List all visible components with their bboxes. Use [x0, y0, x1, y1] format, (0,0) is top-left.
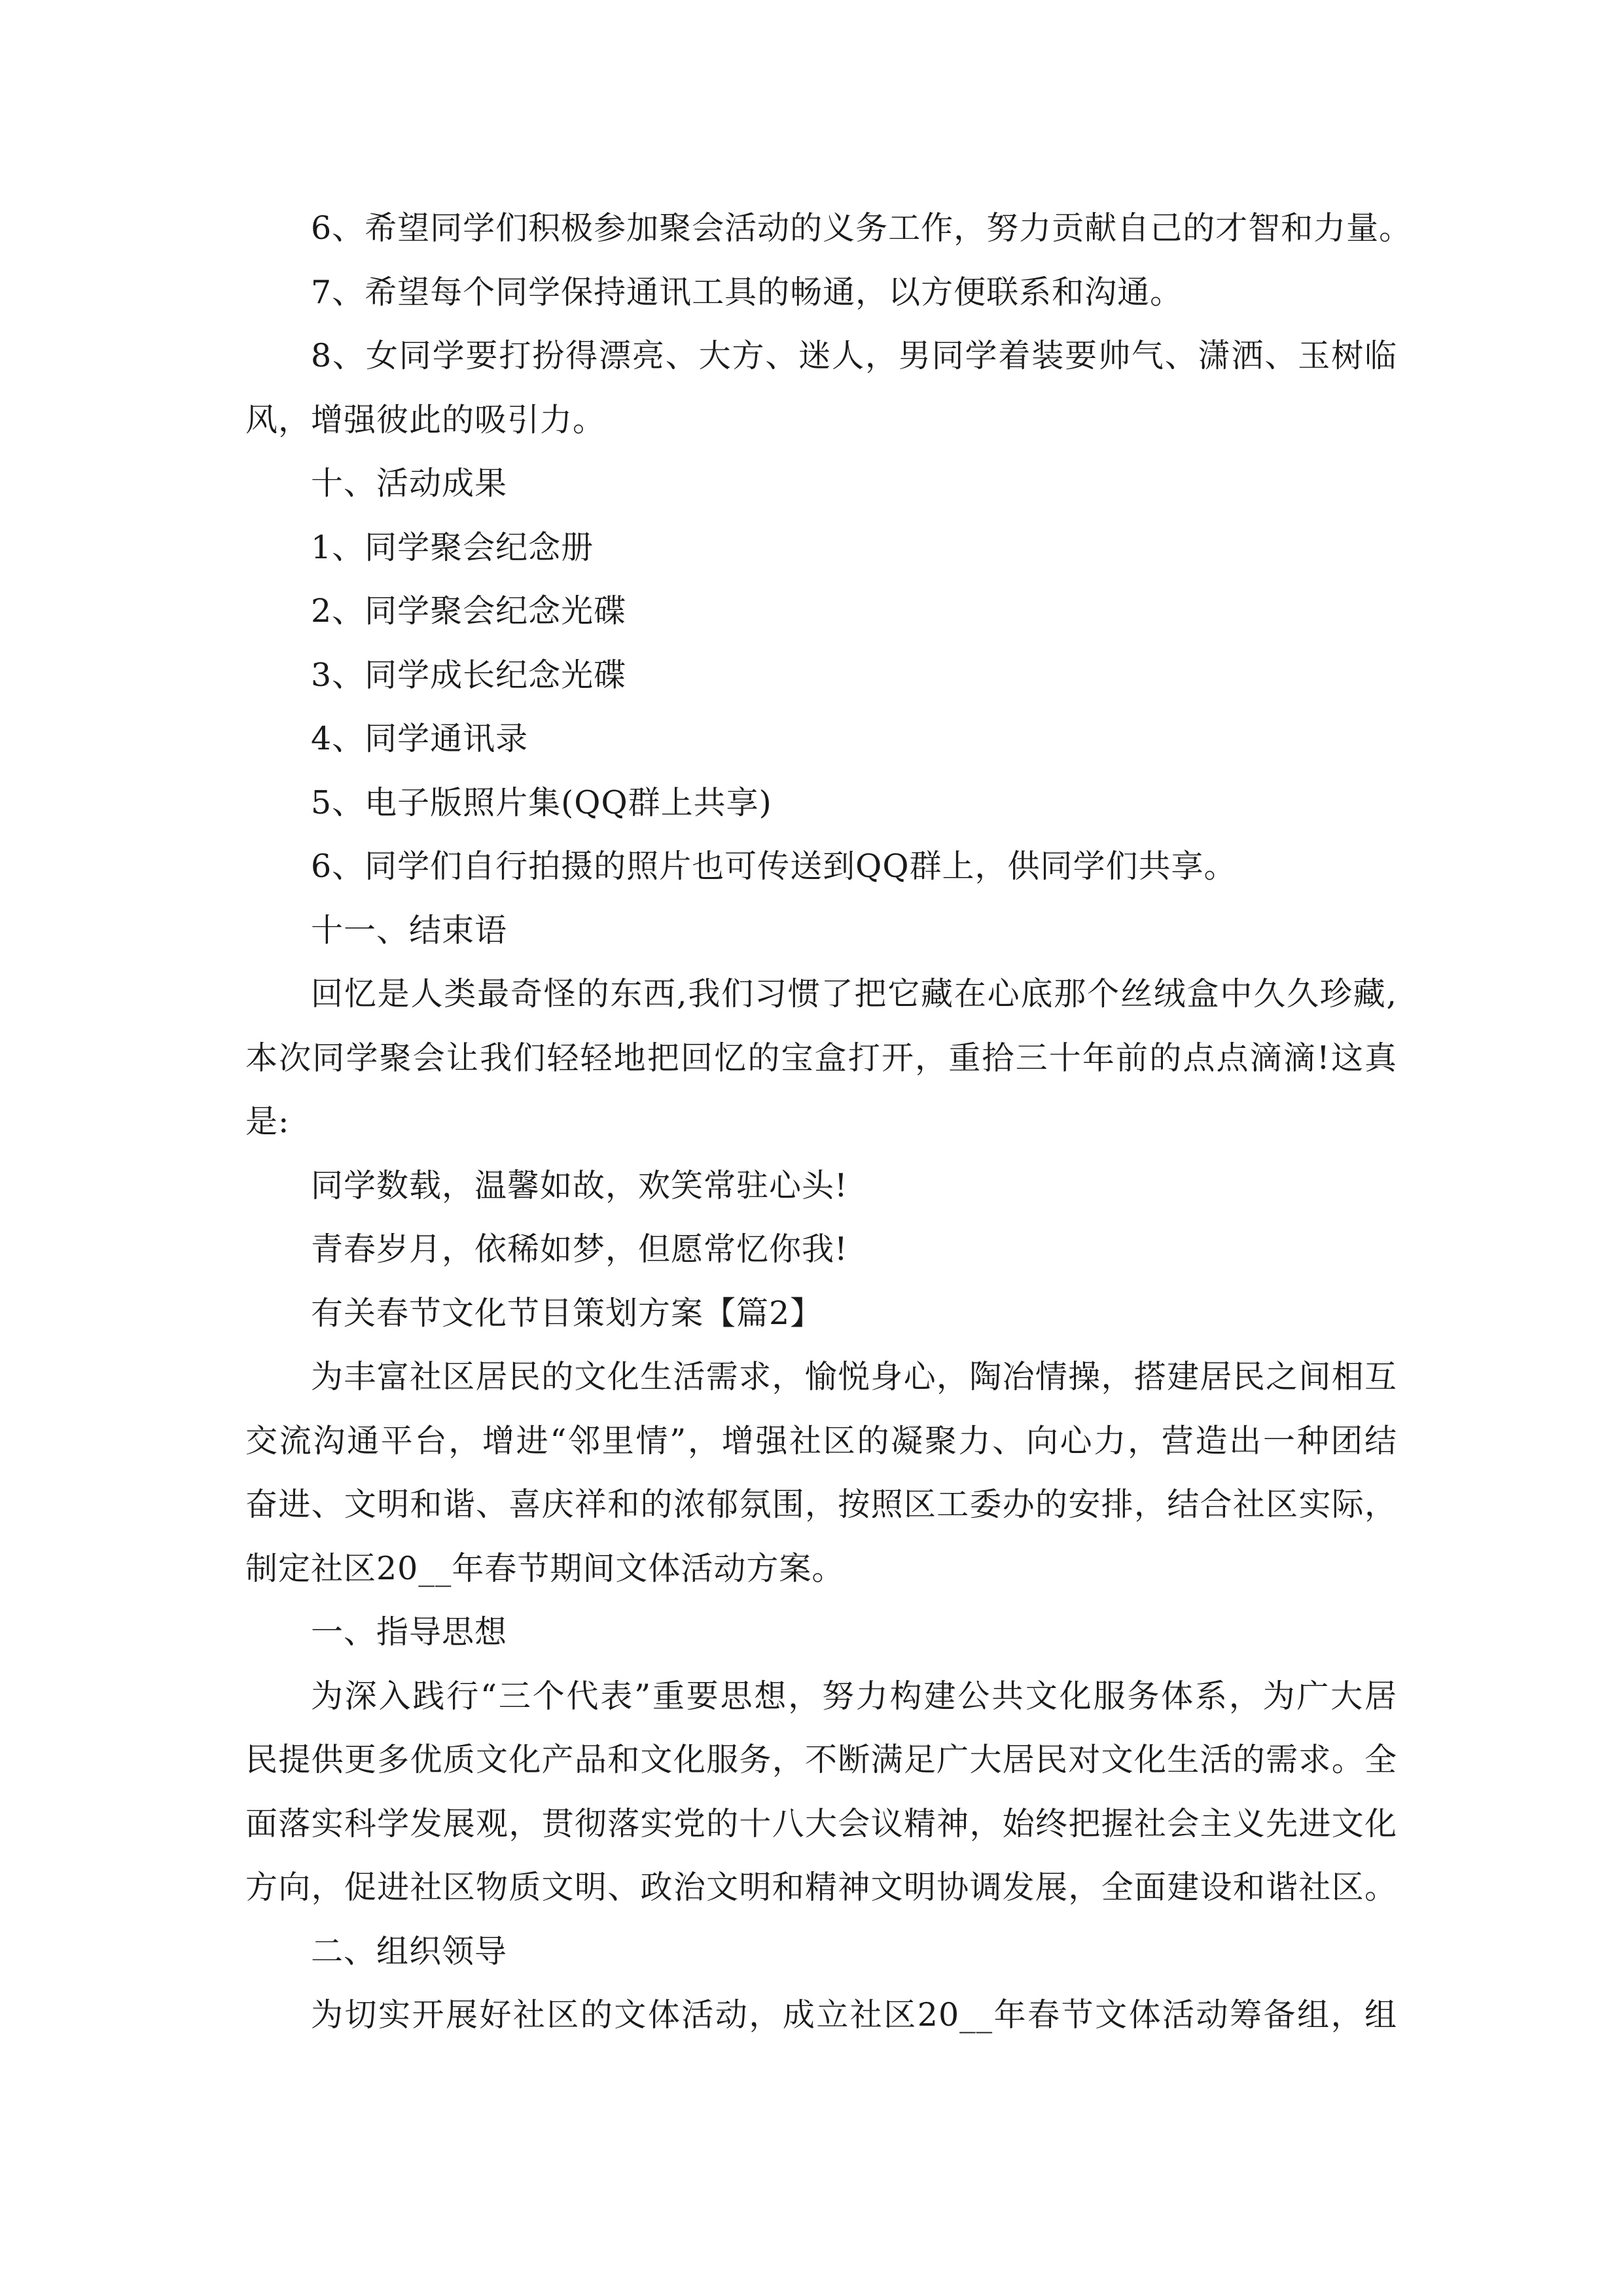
list-item: 1、同学聚会纪念册 [311, 528, 594, 566]
text-line: 本次同学聚会让我们轻轻地把回忆的宝盒打开，重拾三十年前的点点滴滴!这真 [245, 1039, 1397, 1077]
text-line: 为深入践行“三个代表”重要思想，努力构建公共文化服务体系，为广大居 [311, 1677, 1397, 1715]
text-line: 为丰富社区居民的文化生活需求，愉悦身心，陶冶情操，搭建居民之间相互 [311, 1358, 1397, 1395]
text-line: 回忆是人类最奇怪的东西,我们习惯了把它藏在心底那个丝绒盒中久久珍藏, [311, 975, 1397, 1013]
text-line: 风，增强彼此的吸引力。 [245, 401, 606, 439]
text-line: 7、希望每个同学保持通讯工具的畅通，以方便联系和沟通。 [311, 273, 1183, 311]
section-heading: 一、指导思想 [311, 1613, 508, 1651]
section-heading: 十一、结束语 [311, 911, 508, 949]
list-item: 4、同学通讯录 [311, 720, 529, 757]
list-item: 3、同学成长纪念光碟 [311, 656, 627, 694]
text-line: 同学数载，温馨如故，欢笑常驻心头! [311, 1166, 848, 1204]
text-line: 制定社区20__年春节期间文体活动方案。 [245, 1549, 845, 1587]
text-line: 青春岁月，依稀如梦，但愿常忆你我! [311, 1230, 848, 1268]
text-line: 为切实开展好社区的文体活动，成立社区20__年春节文体活动筹备组，组 [311, 1996, 1397, 2034]
text-line: 奋进、文明和谐、喜庆祥和的浓郁氛围，按照区工委办的安排，结合社区实际， [245, 1486, 1397, 1523]
text-line: 6、希望同学们积极参加聚会活动的义务工作，努力贡献自己的才智和力量。 [311, 209, 1412, 247]
article-title: 有关春节文化节目策划方案【篇2】 [311, 1294, 823, 1332]
text-line: 民提供更多优质文化产品和文化服务，不断满足广大居民对文化生活的需求。全 [245, 1741, 1397, 1778]
document-body [245, 196, 1412, 2047]
text-line: 是: [245, 1103, 290, 1140]
list-item: 2、同学聚会纪念光碟 [311, 592, 627, 630]
list-item: 5、电子版照片集(QQ群上共享) [311, 783, 772, 821]
text-line: 方向，促进社区物质文明、政治文明和精神文明协调发展，全面建设和谐社区。 [245, 1869, 1397, 1906]
text-line: 8、女同学要打扮得漂亮、大方、迷人，男同学着装要帅气、潇洒、玉树临 [311, 337, 1397, 374]
section-heading: 二、组织领导 [311, 1932, 508, 1970]
text-line: 交流沟通平台，增进“邻里情”，增强社区的凝聚力、向心力，营造出一种团结 [245, 1422, 1397, 1460]
section-heading: 十、活动成果 [311, 465, 508, 502]
list-item: 6、同学们自行拍摄的照片也可传送到QQ群上，供同学们共享。 [311, 848, 1237, 885]
text-line: 面落实科学发展观，贯彻落实党的十八大会议精神，始终把握社会主义先进文化 [245, 1804, 1397, 1842]
